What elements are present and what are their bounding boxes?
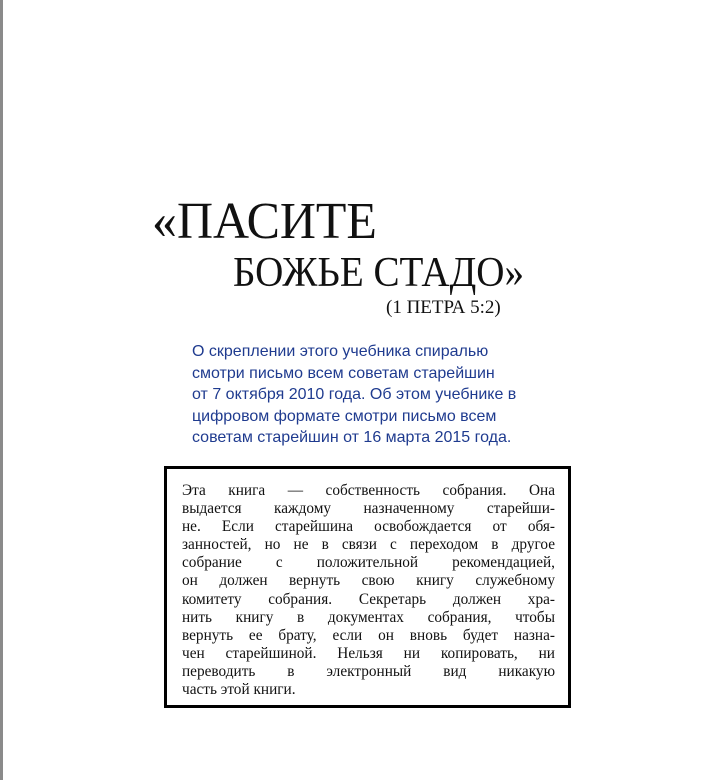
notice-line: вернуть ее брату, если он вновь будет назна- [182, 626, 555, 644]
notice-line: занностей, но не в связи с переходом в другое [182, 536, 555, 554]
notice-line: не. Если старейшина освобождается от обя- [182, 518, 555, 536]
note-line: О скреплении этого учебника спиралью [192, 343, 489, 360]
note-line: советам старейшин от 16 марта 2015 года. [192, 429, 512, 446]
ownership-notice-text [182, 482, 555, 699]
notice-line: собрание с положительной рекомендацией, [182, 554, 555, 572]
notice-line: переводить в электронный вид никакую [182, 662, 555, 680]
notice-line: он должен вернуть свою книгу служебному [182, 572, 555, 590]
binding-note [192, 341, 572, 449]
note-line: цифровом формате смотри письмо всем [192, 407, 497, 425]
scripture-reference: (1 ПЕТРА 5:2) [386, 297, 501, 318]
title-line-2: БОЖЬЕ СТАДО» [233, 250, 525, 296]
notice-line: Эта книга — собственность собрания. Она [182, 482, 555, 499]
notice-line: нить книгу в документах собрания, чтобы [182, 608, 555, 626]
ownership-notice-box [164, 466, 571, 708]
page-edge-border [0, 0, 3, 780]
title-line-1: «ПАСИТЕ [152, 193, 377, 250]
notice-line: часть этой книги. [182, 681, 296, 699]
notice-line: чен старейшиной. Нельзя ни копировать, ни [182, 644, 555, 662]
note-line: от 7 октября 2010 года. Об этом учебнике в [192, 386, 517, 403]
notice-line: комитету собрания. Секретарь должен хра- [182, 590, 555, 608]
note-line: смотри письмо всем советам старейшин [192, 364, 495, 382]
notice-line: выдается каждому назначенному старейши- [182, 500, 555, 518]
